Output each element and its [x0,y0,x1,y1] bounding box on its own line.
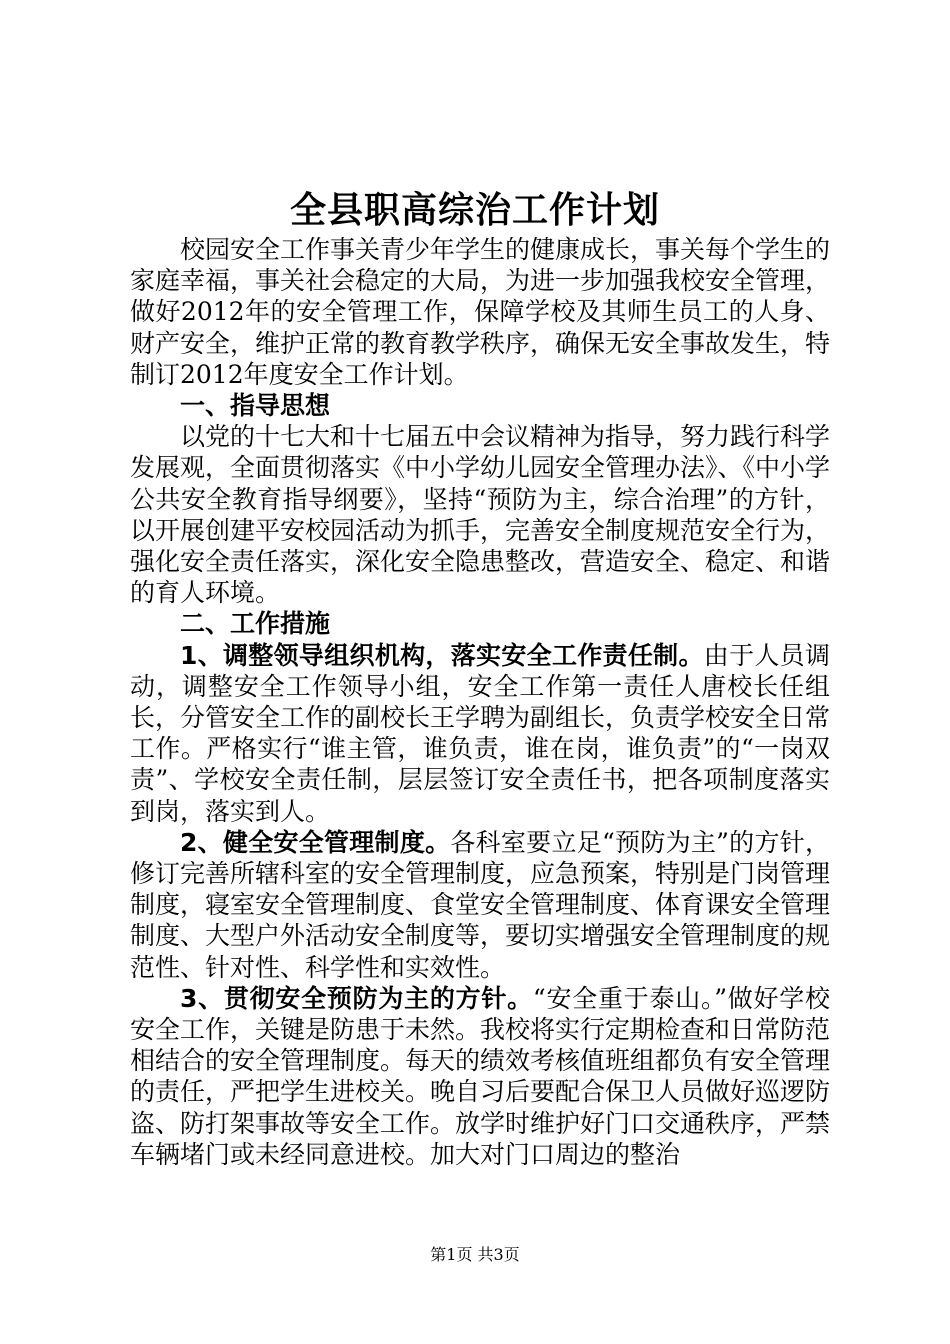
section-paragraph: 以党的十七大和十七届五中会议精神为指导，努力践行科学发展观，全面贯彻落实《中小学幼儿园安全管理办法》、《中小学公共安全教育指导纲要》，坚持“预防为主，综合治理”的方针，以开展创建平安校园活动为抓手，完善安全制度规范安全行为，强化安全责任落实，深化安全隐患整改，营造安全、稳定、和谐的育人环境。 [130,422,831,608]
measure-lead: 1、调整领导组织机构，落实安全工作责任制。 [180,640,704,670]
measure-text: 由于人员调动，调整安全工作领导小组，安全工作第一责任人唐校长任组长，分管安全工作的副校长王学聘为副组长，负责学校安全日常工作。严格实行“谁主管，谁负责，谁在岗，谁负责”的“一岗双责”、学校安全责任制，层层签订安全责任书，把各项制度落实到岗，落实到人。 [130,640,831,826]
document-title: 全县职高综治工作计划 [289,189,660,231]
measure-lead: 3、贯彻安全预防为主的方针。 [180,983,533,1013]
measure-paragraph [130,983,830,1170]
document-body [130,234,830,1170]
page-number-footer: 第1页 共3页 [430,1245,520,1264]
measure-paragraph [130,640,830,827]
measure-text: 各科室要立足“预防为主”的方针，修订完善所辖科室的安全管理制度，应急预案，特别是门岗管理制度，寝室安全管理制度、食堂安全管理制度、体育课安全管理制度、大型户外活动安全制度等，要切实增强安全管理制度的规范性、针对性、科学性和实效性。 [130,827,831,982]
section-heading: 二、工作措施 [180,609,331,639]
section-heading: 一、指导思想 [180,391,331,421]
intro-paragraph: 校园安全工作事关青少年学生的健康成长，事关每个学生的家庭幸福，事关社会稳定的大局，为进一步加强我校安全管理，做好2012年的安全管理工作，保障学校及其师生员工的人身、财产安全，维护正常的教育教学秩序，确保无安全事故发生，特制订2012年度安全工作计划。 [130,235,831,389]
measure-lead: 2、健全安全管理制度。 [180,827,451,857]
measure-text: “安全重于泰山。”做好学校安全工作，关键是防患于未然。我校将实行定期检查和日常防范相结合的安全管理制度。每天的绩效考核值班组都负有安全管理的责任，严把学生进校关。晚自习后要配合保卫人员做好巡逻防盗、防打架事故等安全工作。放学时维护好门口交通秩序，严禁车辆堵门或未经同意进校。加大对门口周边的整治 [130,983,831,1169]
measure-paragraph [130,827,830,983]
